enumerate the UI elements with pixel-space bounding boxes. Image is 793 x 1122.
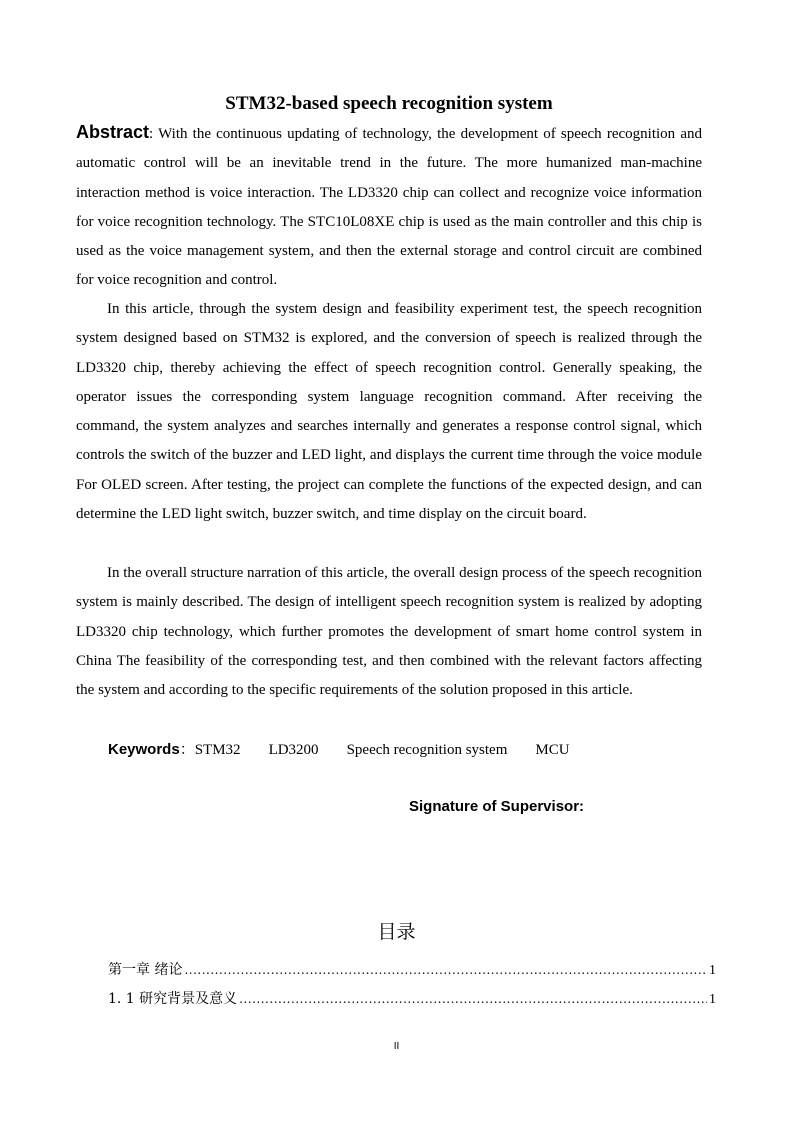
toc-leader-dots: [239, 989, 707, 1009]
toc-entry[interactable]: [108, 960, 716, 981]
toc-entry-label: 第一章 绪论: [108, 962, 183, 978]
toc-leader-dots: [184, 960, 707, 980]
supervisor-signature-label: Signature of Supervisor:: [409, 798, 585, 815]
keyword-item: Speech recognition system: [346, 742, 508, 758]
keywords-label: Keywords: [108, 741, 180, 758]
toc-entry-page: 1: [709, 963, 716, 978]
keywords-separator: ：: [179, 742, 195, 758]
body-paragraph-2: In this article, through the system design and feasibility experiment test, the speech recognition system designed based on STM32 is explored, and the conversion of speech is realized through the LD3320 chip, thereby achieving the effect of speech recognition control. Generally speaking, the operator issues the corresponding system language recognition command. After receiving the command, the system analyzes and searches internally and generates a response control signal, which controls the switch of the buzzer and LED light, and displays the current time through the voice module For OLED screen. After testing, the project can complete the functions of the expected design, and can determine the LED light switch, buzzer switch, and time display on the circuit board.: [76, 301, 702, 523]
toc-entry-page: 1: [709, 992, 716, 1007]
body-paragraph-3: In the overall structure narration of this article, the overall design process of the speech recognition system is mainly described. The design of intelligent speech recognition system is realized by adopting LD3320 chip technology, which further promotes the development of smart home control system in China The feasibility of the corresponding test, and then combined with the relevant factors affecting the system and according to the specific requirements of the solution proposed in this article.: [76, 565, 702, 699]
abstract-paragraph: [76, 118, 702, 296]
keyword-item: LD3200: [268, 742, 319, 758]
abstract-label: Abstract: [76, 122, 150, 142]
page-number: II: [393, 1041, 400, 1052]
keyword-item: MCU: [535, 742, 570, 758]
toc-entry[interactable]: [108, 989, 716, 1010]
document-title: STM32-based speech recognition system: [225, 93, 553, 114]
toc-title: 目录: [377, 921, 416, 943]
toc-entry-label: 1. 1 研究背景及意义: [108, 991, 238, 1007]
keywords-line: [108, 735, 570, 765]
abstract-separator: :: [149, 126, 154, 142]
keyword-item: STM32: [194, 742, 241, 758]
abstract-text: With the continuous updating of technology, the development of speech recognition and automatic control will be an inevitable trend in the future. The more humanized man-machine interaction method is voice interaction. The LD3320 chip can collect and recognize voice information for voice recognition technology. The STC10L08XE chip is used as the main controller and this chip is used as the voice management system, and then the external storage and control circuit are combined for voice recognition and control.: [76, 126, 702, 289]
